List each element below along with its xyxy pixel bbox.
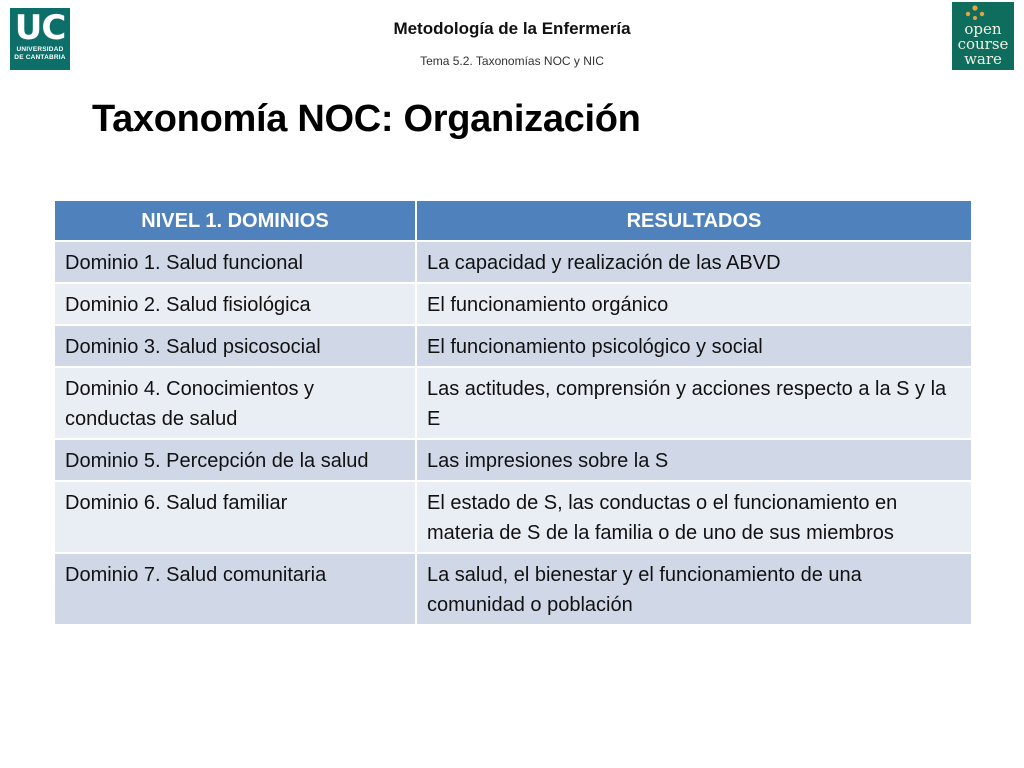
result-cell: El funcionamiento orgánico [416, 283, 972, 325]
ocw-line2: course [957, 35, 1009, 53]
uc-logo-line1: UNIVERSIDAD [16, 46, 64, 53]
domain-cell: Dominio 5. Percepción de la salud [54, 439, 416, 481]
noc-domains-table [53, 199, 973, 626]
header-results: RESULTADOS [416, 200, 972, 241]
course-title: Metodología de la Enfermería [393, 19, 631, 38]
table-row [54, 481, 972, 553]
table-row [54, 367, 972, 439]
table-row [54, 325, 972, 367]
domain-cell: Dominio 7. Salud comunitaria [54, 553, 416, 625]
uc-logo-mark: UC [14, 8, 66, 48]
result-cell: Las impresiones sobre la S [416, 439, 972, 481]
topic-subtitle: Tema 5.2. Taxonomías NOC y NIC [420, 54, 604, 68]
table-row [54, 283, 972, 325]
domain-cell: Dominio 6. Salud familiar [54, 481, 416, 553]
domain-cell: Dominio 2. Salud fisiológica [54, 283, 416, 325]
result-cell: El estado de S, las conductas o el funcionamiento en materia de S de la familia o de uno de sus miembros [416, 481, 972, 553]
ocw-dots-icon [964, 5, 986, 21]
domain-cell: Dominio 1. Salud funcional [54, 241, 416, 283]
table-row [54, 439, 972, 481]
result-cell: La capacidad y realización de las ABVD [416, 241, 972, 283]
domain-cell: Dominio 4. Conocimientos y conductas de salud [54, 367, 416, 439]
header-domains: NIVEL 1. DOMINIOS [54, 200, 416, 241]
slide-title: Taxonomía NOC: Organización [92, 98, 641, 140]
result-cell: La salud, el bienestar y el funcionamiento de una comunidad o población [416, 553, 972, 625]
table-row [54, 241, 972, 283]
ocw-logo [952, 2, 1014, 70]
result-cell: El funcionamiento psicológico y social [416, 325, 972, 367]
domain-cell: Dominio 3. Salud psicosocial [54, 325, 416, 367]
table-row [54, 553, 972, 625]
result-cell: Las actitudes, comprensión y acciones respecto a la S y la E [416, 367, 972, 439]
table-header-row [54, 200, 972, 241]
uc-logo-line2: DE CANTABRIA [14, 54, 66, 61]
ocw-line1: open [964, 20, 1002, 38]
ocw-line3: ware [964, 50, 1002, 68]
